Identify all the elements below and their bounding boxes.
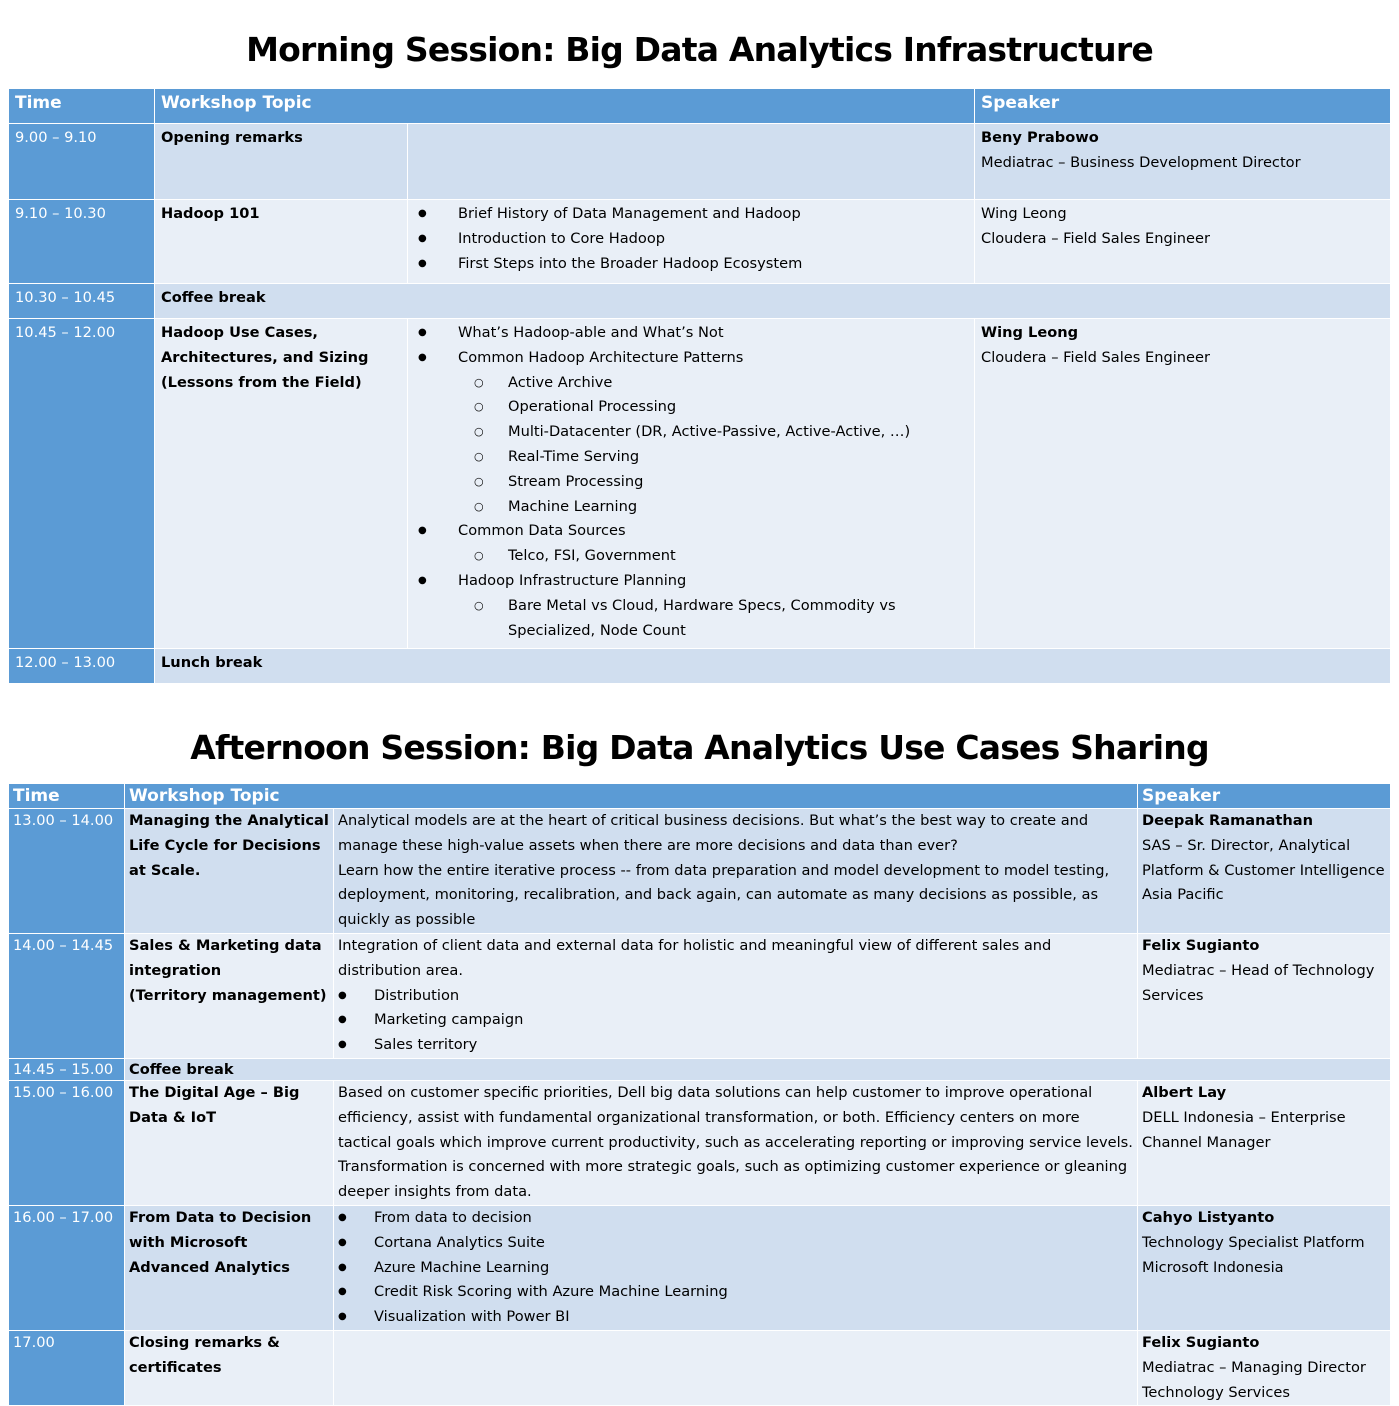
header-time: Time [9,784,125,809]
morning-schedule-table [8,88,1391,684]
list-item: ● Visualization with Power BI [338,1305,1133,1330]
table-header-row [9,784,1391,809]
time-cell: 12.00 – 13.00 [9,649,155,684]
details-cell [408,319,975,649]
speaker-title: Microsoft Indonesia [1142,1258,1284,1276]
header-workshop-topic: Workshop Topic [125,784,1138,809]
table-row [9,933,1391,1058]
list-item: ● Common Data Sources [414,519,968,544]
description-cell [334,809,1138,934]
list-item: ● Marketing campaign [338,1008,1133,1033]
description-text: Based on customer specific priorities, Dell big data solutions can help customer to improve operational efficiency, assist with fundamental organizational transformation, or both. Efficiency centers on more tactical goals which improve current productivity, such as accelerating reporting or improving service levels. Transformation is concerned with more strategic goals, such as optimizing customer experience or gleaning deeper insights from data. [338,1083,1133,1201]
speaker-cell [975,124,1391,200]
list-item: ● Credit Risk Scoring with Azure Machine Learning [338,1280,1133,1305]
list-item: ○ Stream Processing [414,470,968,495]
table-row [9,809,1391,934]
break-cell: Coffee break [125,1058,1391,1080]
description-cell [334,1080,1138,1205]
speaker-cell [1138,933,1391,1058]
list-item: ○ Multi-Datacenter (DR, Active-Passive, Active-Active, …) [414,420,968,445]
time-cell: 16.00 – 17.00 [9,1205,125,1330]
speaker-name: Felix Sugianto [1142,1333,1260,1351]
topic-cell: Managing the Analytical Life Cycle for Decisions at Scale. [125,809,334,934]
description-text: Analytical models are at the heart of critical business decisions. But what’s the best way to create and manage these high-value assets when there are more decisions and data than ever? [338,812,1089,854]
header-speaker: Speaker [1138,784,1391,809]
topic-cell: Hadoop Use Cases, Architectures, and Sizing (Lessons from the Field) [155,319,408,649]
list-item: ○ Active Archive [414,371,968,396]
break-cell: Coffee break [155,284,1391,319]
list-item: ○ Telco, FSI, Government [414,544,968,569]
morning-session-title: Morning Session: Big Data Analytics Infrastructure [246,30,1153,69]
list-item: ● From data to decision [338,1206,1133,1231]
speaker-title: DELL Indonesia – Enterprise Channel Manager [1142,1108,1346,1151]
topic-cell: Sales & Marketing data integration (Territory management) [125,933,334,1058]
speaker-name: Wing Leong [981,324,1079,341]
bullet-list [338,1206,1133,1330]
speaker-title: Cloudera – Field Sales Engineer [981,229,1210,247]
table-row [9,1080,1391,1205]
time-cell: 9.10 – 10.30 [9,200,155,284]
table-row [9,1330,1391,1405]
speaker-name: Wing Leong [981,205,1067,222]
list-item: ● First Steps into the Broader Hadoop Ecosystem [414,252,968,277]
speaker-title: SAS – Sr. Director, Analytical Platform & Customer Intelligence Asia Pacific [1142,836,1385,904]
list-item: ○ Machine Learning [414,495,968,520]
description-text: Learn how the entire iterative process -- from data preparation and model development to model testing, deployment, monitoring, recalibration, and back again, can automate as many decisions as possible, as quickly as possible [338,861,1110,929]
speaker-name: Cahyo Listyanto [1142,1208,1275,1226]
speaker-name: Deepak Ramanathan [1142,812,1313,829]
time-cell: 14.45 – 15.00 [9,1058,125,1080]
speaker-cell [1138,1330,1391,1405]
list-item: ● Azure Machine Learning [338,1256,1133,1281]
table-header-row [9,89,1391,124]
topic-cell: The Digital Age – Big Data & IoT [125,1080,334,1205]
speaker-cell [975,319,1391,649]
details-cell [408,200,975,284]
table-row [9,1058,1391,1080]
speaker-title: Cloudera – Field Sales Engineer [981,348,1210,366]
table-row [9,319,1391,649]
speaker-name: Beny Prabowo [981,129,1099,146]
topic-cell: From Data to Decision with Microsoft Advanced Analytics [125,1205,334,1330]
table-row [9,649,1391,684]
list-item: ● Cortana Analytics Suite [338,1231,1133,1256]
speaker-name: Albert Lay [1142,1083,1227,1101]
speaker-title: Mediatrac – Managing Director [1142,1358,1366,1376]
speaker-cell [1138,1205,1391,1330]
description-text: Integration of client data and external data for holistic and meaningful view of different sales and distribution area. [338,936,1052,979]
table-row [9,284,1391,319]
list-item: ● Sales territory [338,1033,1133,1058]
list-item: ○ Operational Processing [414,395,968,420]
speaker-cell [1138,1080,1391,1205]
list-item: ● What’s Hadoop-able and What’s Not [414,321,968,346]
bullet-list [414,202,968,276]
speaker-cell [1138,809,1391,934]
bullet-list [414,321,968,643]
topic-cell: Hadoop 101 [155,200,408,284]
time-cell: 17.00 [9,1330,125,1405]
list-item: ● Hadoop Infrastructure Planning [414,569,968,594]
header-workshop-topic: Workshop Topic [155,89,975,124]
speaker-title: Technology Services [1142,1383,1290,1401]
description-cell [334,1205,1138,1330]
header-speaker: Speaker [975,89,1391,124]
time-cell: 9.00 – 9.10 [9,124,155,200]
description-cell [334,1330,1138,1405]
afternoon-schedule-table [8,783,1391,1406]
speaker-title: Mediatrac – Business Development Director [981,153,1301,171]
table-row [9,124,1391,200]
list-item: ● Distribution [338,984,1133,1009]
time-cell: 10.30 – 10.45 [9,284,155,319]
list-item: ○ Real-Time Serving [414,445,968,470]
list-item: ○ Bare Metal vs Cloud, Hardware Specs, Commodity vs Specialized, Node Count [414,594,968,644]
speaker-title: Technology Specialist Platform [1142,1233,1365,1251]
time-cell: 13.00 – 14.00 [9,809,125,934]
topic-cell: Opening remarks [155,124,408,200]
break-cell: Lunch break [155,649,1391,684]
description-cell [334,933,1138,1058]
time-cell: 15.00 – 16.00 [9,1080,125,1205]
table-row [9,1205,1391,1330]
list-item: ● Brief History of Data Management and Hadoop [414,202,968,227]
bullet-list [338,984,1133,1058]
list-item: ● Introduction to Core Hadoop [414,227,968,252]
time-cell: 10.45 – 12.00 [9,319,155,649]
time-cell: 14.00 – 14.45 [9,933,125,1058]
speaker-cell [975,200,1391,284]
speaker-title: Mediatrac – Head of Technology Services [1142,961,1375,1004]
list-item: ● Common Hadoop Architecture Patterns [414,346,968,371]
speaker-name: Felix Sugianto [1142,936,1260,954]
topic-cell: Closing remarks & certificates [125,1330,334,1405]
header-time: Time [9,89,155,124]
afternoon-session-title: Afternoon Session: Big Data Analytics Use Cases Sharing [190,728,1209,767]
table-row [9,200,1391,284]
details-cell [408,124,975,200]
